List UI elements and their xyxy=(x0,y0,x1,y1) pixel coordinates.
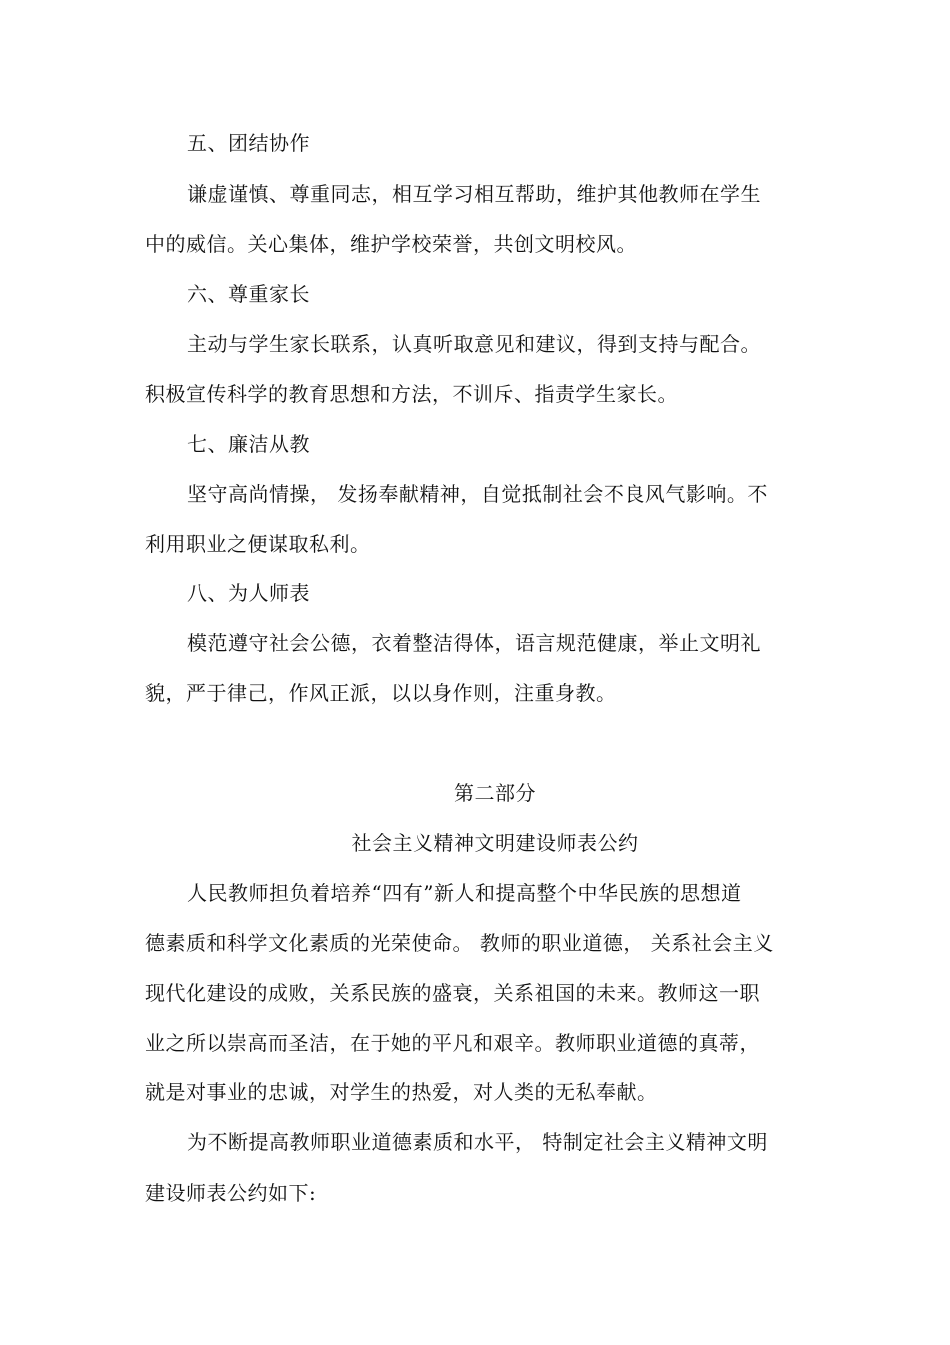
paragraph-line: 为不断提高教师职业道德素质和水平， 特制定社会主义精神文明 xyxy=(187,1130,768,1154)
section-heading: 六、尊重家长 xyxy=(187,282,310,306)
paragraph-line: 现代化建设的成败，关系民族的盛衰，关系祖国的未来。教师这一职 xyxy=(145,981,760,1005)
section-heading: 八、为人师表 xyxy=(187,581,310,605)
paragraph-line: 积极宣传科学的教育思想和方法，不训斥、指责学生家长。 xyxy=(145,382,678,406)
paragraph-line: 坚守高尚情操， 发扬奉献精神，自觉抵制社会不良风气影响。不 xyxy=(187,482,768,506)
paragraph-line: 模范遵守社会公德，衣着整洁得体，语言规范健康，举止文明礼 xyxy=(187,631,761,655)
paragraph-line: 德素质和科学文化素质的光荣使命。 教师的职业道德， 关系社会主义 xyxy=(145,931,774,955)
paragraph-line: 貌，严于律己，作风正派，以以身作则，注重身教。 xyxy=(145,681,617,705)
paragraph-line: 利用职业之便谋取私利。 xyxy=(145,532,371,556)
paragraph-line: 主动与学生家长联系，认真听取意见和建议，得到支持与配合。 xyxy=(187,332,761,356)
part-title: 第二部分 xyxy=(454,781,536,805)
paragraph-line: 谦虚谨慎、尊重同志，相互学习相互帮助，维护其他教师在学生 xyxy=(187,182,761,206)
paragraph-line: 建设师表公约如下: xyxy=(145,1181,317,1205)
paragraph-line: 业之所以崇高而圣洁，在于她的平凡和艰辛。教师职业道德的真蒂， xyxy=(145,1031,760,1055)
section-heading: 五、团结协作 xyxy=(187,131,310,155)
paragraph-line: 中的威信。关心集体，维护学校荣誉，共创文明校风。 xyxy=(145,232,637,256)
part-subtitle: 社会主义精神文明建设师表公约 xyxy=(351,831,639,855)
section-heading: 七、廉洁从教 xyxy=(187,432,310,456)
paragraph-line: 人民教师担负着培养“四有”新人和提高整个中华民族的思想道 xyxy=(187,881,742,905)
paragraph-line: 就是对事业的忠诚，对学生的热爱，对人类的无私奉献。 xyxy=(145,1080,658,1104)
